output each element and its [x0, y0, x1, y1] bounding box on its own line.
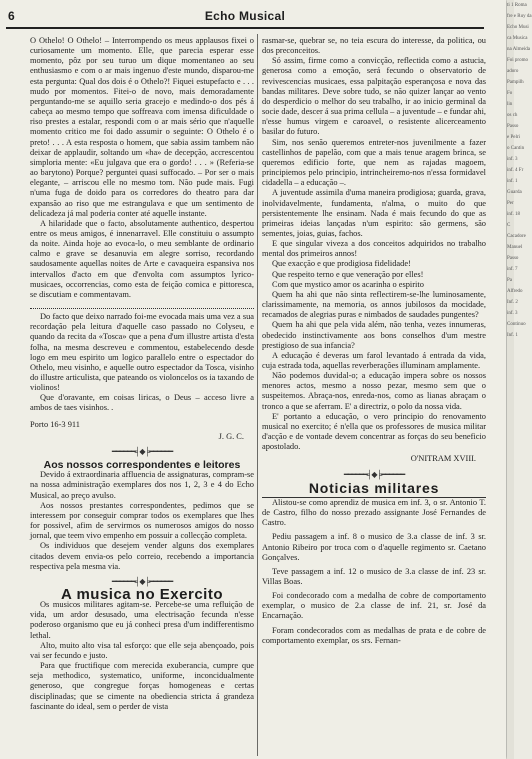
article-paragraph: rasmar-se, quebrar se, no teia escura do interesse, da politica, ou dos preconceitos.: [262, 36, 486, 56]
article-paragraph: E' portanto a educação, o vero principio do renovamento musical no exercito; é n'ella que os professores de musica militar d'acção e de vontade devem concentrar as forças do seu beneficio apostolado.: [262, 411, 486, 452]
news-item: Alistou-se como aprendiz de musica em inf. 3, o sr. Antonio T. de Castro, filho do nosso prezado assignante José Fernandes de Castro.: [262, 497, 486, 528]
edge-text-line: os ch: [507, 113, 518, 118]
edge-text-line: inf. 3: [507, 157, 518, 162]
page-title: Echo Musical: [204, 9, 286, 23]
ornament-divider: ━━━━━━╡◆╞━━━━━━: [343, 469, 405, 479]
article-paragraph: Do facto que deixo narrado foi-me evocada mais uma vez a sua recordação pela leitura d'aquelle caso passado no Colyseu, e quando da recita da «Tosca» que a pena d'um illustre artista d'esta folha, na mesma descreveu e commentou, estabelecendo desde logo em meu espirito um logico parallelo entre o espectador do Othelo, meu visinho, e aquelle outro espectador da Tosca, visinho do illustre articulista, que pateando os violoncelos os ia taxando de violinos!: [30, 312, 254, 393]
signature-place-date: Porto 16-3 911: [30, 419, 80, 429]
edge-text-line: Pa: [507, 278, 512, 283]
signature-initials: J. G. C.: [218, 431, 244, 441]
article-paragraph: Sim, nos senão queremos entreter-nos juvenilmente a fazer castellinhos de papelão, com que a mais tenue aragem brinca, se queremos edificio forte, que nem as rajadas magoem, principiemos pelo principio, intrincheiremo-nos n'essa formidavel cidadella – a educação –.: [262, 137, 486, 188]
page-number: 6: [8, 9, 15, 23]
dotted-separator: [30, 304, 254, 309]
article-paragraph: Aos nossos prestantes correspondentes, pedimos que se interessem por conseguir comprar todos os exemplares que lhes for possivel, afim de servirmos os numerosos amigos do nosso jornal, que teem vivo empenho em possuir a collecção completa.: [30, 500, 254, 541]
article-paragraph: Quem ha ahi que pela vida além, não tenha, vezes innumeras, obedecido instinctivamente aos bons conselhos d'um mestre prestigioso de sua infancia?: [262, 320, 486, 350]
article-paragraph: Os musicos militares agitam-se. Percebe-se uma refluição de vida, um ardor desusado, uma electrisação fecunda n'esse poderoso organismo que eu já conheci presa d'um indifferentismo lethal.: [30, 600, 254, 640]
adjacent-page-edge: [507, 0, 532, 759]
right-column: [262, 36, 486, 646]
news-item: Foi condecorado com a medalha de cobre de comportamento exemplar, o musico de 2.a classe de inf. 21, sr. José da Encarnação.: [262, 591, 486, 621]
edge-text-line: fre e Ruy da: [507, 14, 532, 19]
news-item: Teve passagem a inf. 12 o musico de 3.a classe de inf. 23 sr. Villas Boas.: [262, 566, 486, 586]
left-column: [30, 36, 254, 712]
edge-text-line: ti 1 Roma: [507, 3, 527, 8]
edge-text-line: Guarda: [507, 190, 522, 195]
edge-text-line: ca Musica: [507, 36, 528, 41]
section-title-correspondents: Aos nossos correspondentes e leitores: [43, 459, 241, 472]
column-divider: [257, 34, 258, 756]
edge-text-line: Fo: [507, 91, 513, 96]
section-title-musica-exercito: A musica no Exercito: [61, 585, 223, 603]
article-paragraph: Alto, muito alto visa tal esforço: que elle seja abençoado, pois vai ser fecundo e justo.: [30, 640, 254, 660]
edge-text-line: Continuo: [507, 322, 526, 327]
edge-text-line: Passo: [507, 256, 519, 261]
article-paragraph: O Othelo! O Othelo! – Interrompendo os meus applausos fixei o curiosamente um momento. Elle, que parecia esperar esse momento, pôz por seu turuo um dique momentaneo ao seu enthusiasmo e com o ar mais ingenuo d'este mundo, disparou-me esta pergunta: Qual dos dois é o Othelo?! Fiquei estupefacto e . . . mudo por momentos. Fitei-o de novo, mais demoradamente perguntando-me se aquillo seria gracejo e medindo-o dos pés á cabeça ao mesmo tempo que soffreava com imensa dificuldade o riso prestes a estalar, respondi com o ar mais sério que n'aquelle momento critico me foi dado assumir o seguinte: O Othelo é o preto! . . . A esta resposta o homem, que sabia assim tambem não deixar de applaudir, soltando um «ha» de decepção, accrescentou simploria mente: «Eu julgava que era o gordo! . . . » (Referia-se ao barytono) Porque? perguntei quasi suffocado. – Por ser o mais elegante, – arriscou elle no mesmo tom. Não pude mais. Fugi n'uma fuga de doido para os corredores do theatro para dar expansão ao riso que me estrangulava e que um sentimento de delicadeza já mal poderia conter até aquelle instante.: [30, 36, 254, 218]
edge-text-line: Foi promo: [507, 58, 528, 63]
edge-text-line: Inf. 1: [507, 333, 518, 338]
edge-text-line: Manuel: [507, 245, 523, 250]
edge-text-line: Alfredo: [507, 289, 523, 294]
article-paragraph: Só assim, firme como a convicção, reflectida como a astucia, generosa como a emoção, será fecundo o observatorio de revivescencias musicaes, essa palpitação esperançosa e nova das bandas militares. Deve sobre tudo, se não quizer lançar ao vento do desperdicio o melhor do seu trabalho, ir ao inicio germinal da socie dade, descer á sua prima cellula – a juventude – e fundar ahi, n'esse humus virgem e caroavel, o resistente alicerceamento basilar do futuro.: [262, 56, 486, 137]
article-paragraph: A juventude assimila d'uma maneira prodigiosa; guarda, grava, inolvidavelmente, fundamenta, n'alma, o muito do que persistentemente lhe ensinam. Nada é mais fecundo do que as primeiras ideias lançadas n'um espirito: são germens, são sementes, joias, guias, fachos.: [262, 188, 486, 238]
edge-text-line: o Cantin: [507, 146, 525, 151]
article-paragraph: Com que mystico amor os acarinha o espirito: [272, 279, 424, 289]
edge-text-line: na Almeida: [507, 47, 530, 52]
edge-text-line: e Pelri: [507, 135, 520, 140]
edge-text-line: Pampilh: [507, 80, 524, 85]
article-paragraph: Os individuos que desejem vender alguns dos exemplares citados devem envia-os pelo correio, recebendo a importancia respectiva pela mesma via.: [30, 541, 254, 571]
article-paragraph: E que singular viveza a dos conceitos adquiridos no trabalho mental dos primeiros annos!: [262, 239, 486, 259]
article-paragraph: Devido á extraordinaria affluencia de assignaturas, compram-se na nossa administração exemplares dos nos 1, 2, 3 e 4 do Echo Musical, ao preço avulso.: [30, 470, 254, 500]
article-signature: O'NITRAM XVIII.: [410, 454, 476, 464]
ornament-divider: ━━━━━━╡◆╞━━━━━━: [111, 576, 173, 586]
edge-text-line: inf. 4 Fr: [507, 168, 524, 173]
news-item: Foram condecorados com as medalhas de prata e de cobre de comportamento exemplar, os srs. Fernan-: [262, 625, 486, 645]
edge-text-line: inf. 18: [507, 212, 521, 217]
edge-text-line: inf. 7: [507, 267, 518, 272]
article-signature: [30, 420, 254, 430]
edge-text-line: Cacadore: [507, 234, 526, 239]
edge-text-line: Inf. 2: [507, 300, 518, 305]
article-paragraph: A educação é deveras um farol levantado á entrada da vida, cuja estrada toda, aquellas reverberações illuminam amplamente.: [262, 350, 486, 370]
article-paragraph: Que exacção e que prodigiosa fidelidade!: [272, 259, 411, 269]
edge-text-line: lin: [507, 102, 513, 107]
edge-text-line: inf. 3: [507, 311, 518, 316]
article-paragraph: Para que fructifique com merecida exuberancia, cumpre que seja methodico, systematico, uniforme, inconcidualmente generoso, que congregue forças homogeneas e certas disciplinadas; que se cimente na obediencia stricta á grandeza fascinante do ideal, sem o perder de vista: [30, 661, 254, 711]
edge-text-line: Echo Musi: [507, 25, 529, 30]
article-paragraph: A hilaridade que o facto, absolutamente authentico, despertou entre os meus amigos, é innenarravel. Elle constituiu o assumpto da noite. Ainda hoje ao evoca-lo, o meu semblante de ordinario calmo e grave se desanuvia em alegre sorriso, recordando saudosamente aquellas noites de Arte e cavaqueira espansiva nos intervallos d'acto em que d'envolta com assumptos lyrico-musicaes, occorrencias, como esta de feição comica e pittoresca, se discutiam e commentavam.: [30, 218, 254, 299]
edge-text-line: Passo: [507, 124, 519, 129]
edge-text-line: adoro: [507, 69, 519, 74]
ornament-divider: ━━━━━━╡◆╞━━━━━━: [111, 446, 173, 456]
article-paragraph: Não podemos duvidal-o; a educação impera sobre os nossos menores actos, mesmo a nosso pezar, mesmo sem que o suspeitemos. Abraça-nos, enreda-nos, como as lianas abraçam o tronco a que se aferram. E' a directriz, o polo da nossa vida.: [262, 371, 486, 411]
edge-text-line: Per: [507, 201, 514, 206]
edge-text-line: C: [507, 223, 511, 228]
article-paragraph: Que d'oravante, em coisas liricas, o Deus – acceso livre a ambos de taes visinhos. .: [30, 393, 254, 413]
article-paragraph: Que respeito terno e que veneração por elles!: [272, 269, 424, 279]
article-paragraph: Quem ha ahi que não sinta reflectirem-se-lhe luminosamente, clarissimamente, na memoria, os annos jubilosos da mocidade, recamados de alegrias puras e nimbados de saudades pungentes?: [262, 289, 486, 320]
news-item: Pediu passagem a inf. 8 o musico de 3.a classe de inf. 3 sr. Antonio Ribeiro por troca com o d'aquelle regimento sr. Caetano Gonçalves.: [262, 532, 486, 562]
section-title-noticias: Noticias militares: [262, 483, 486, 498]
page-header: [6, 7, 484, 29]
edge-text-line: inf. 1: [507, 179, 518, 184]
